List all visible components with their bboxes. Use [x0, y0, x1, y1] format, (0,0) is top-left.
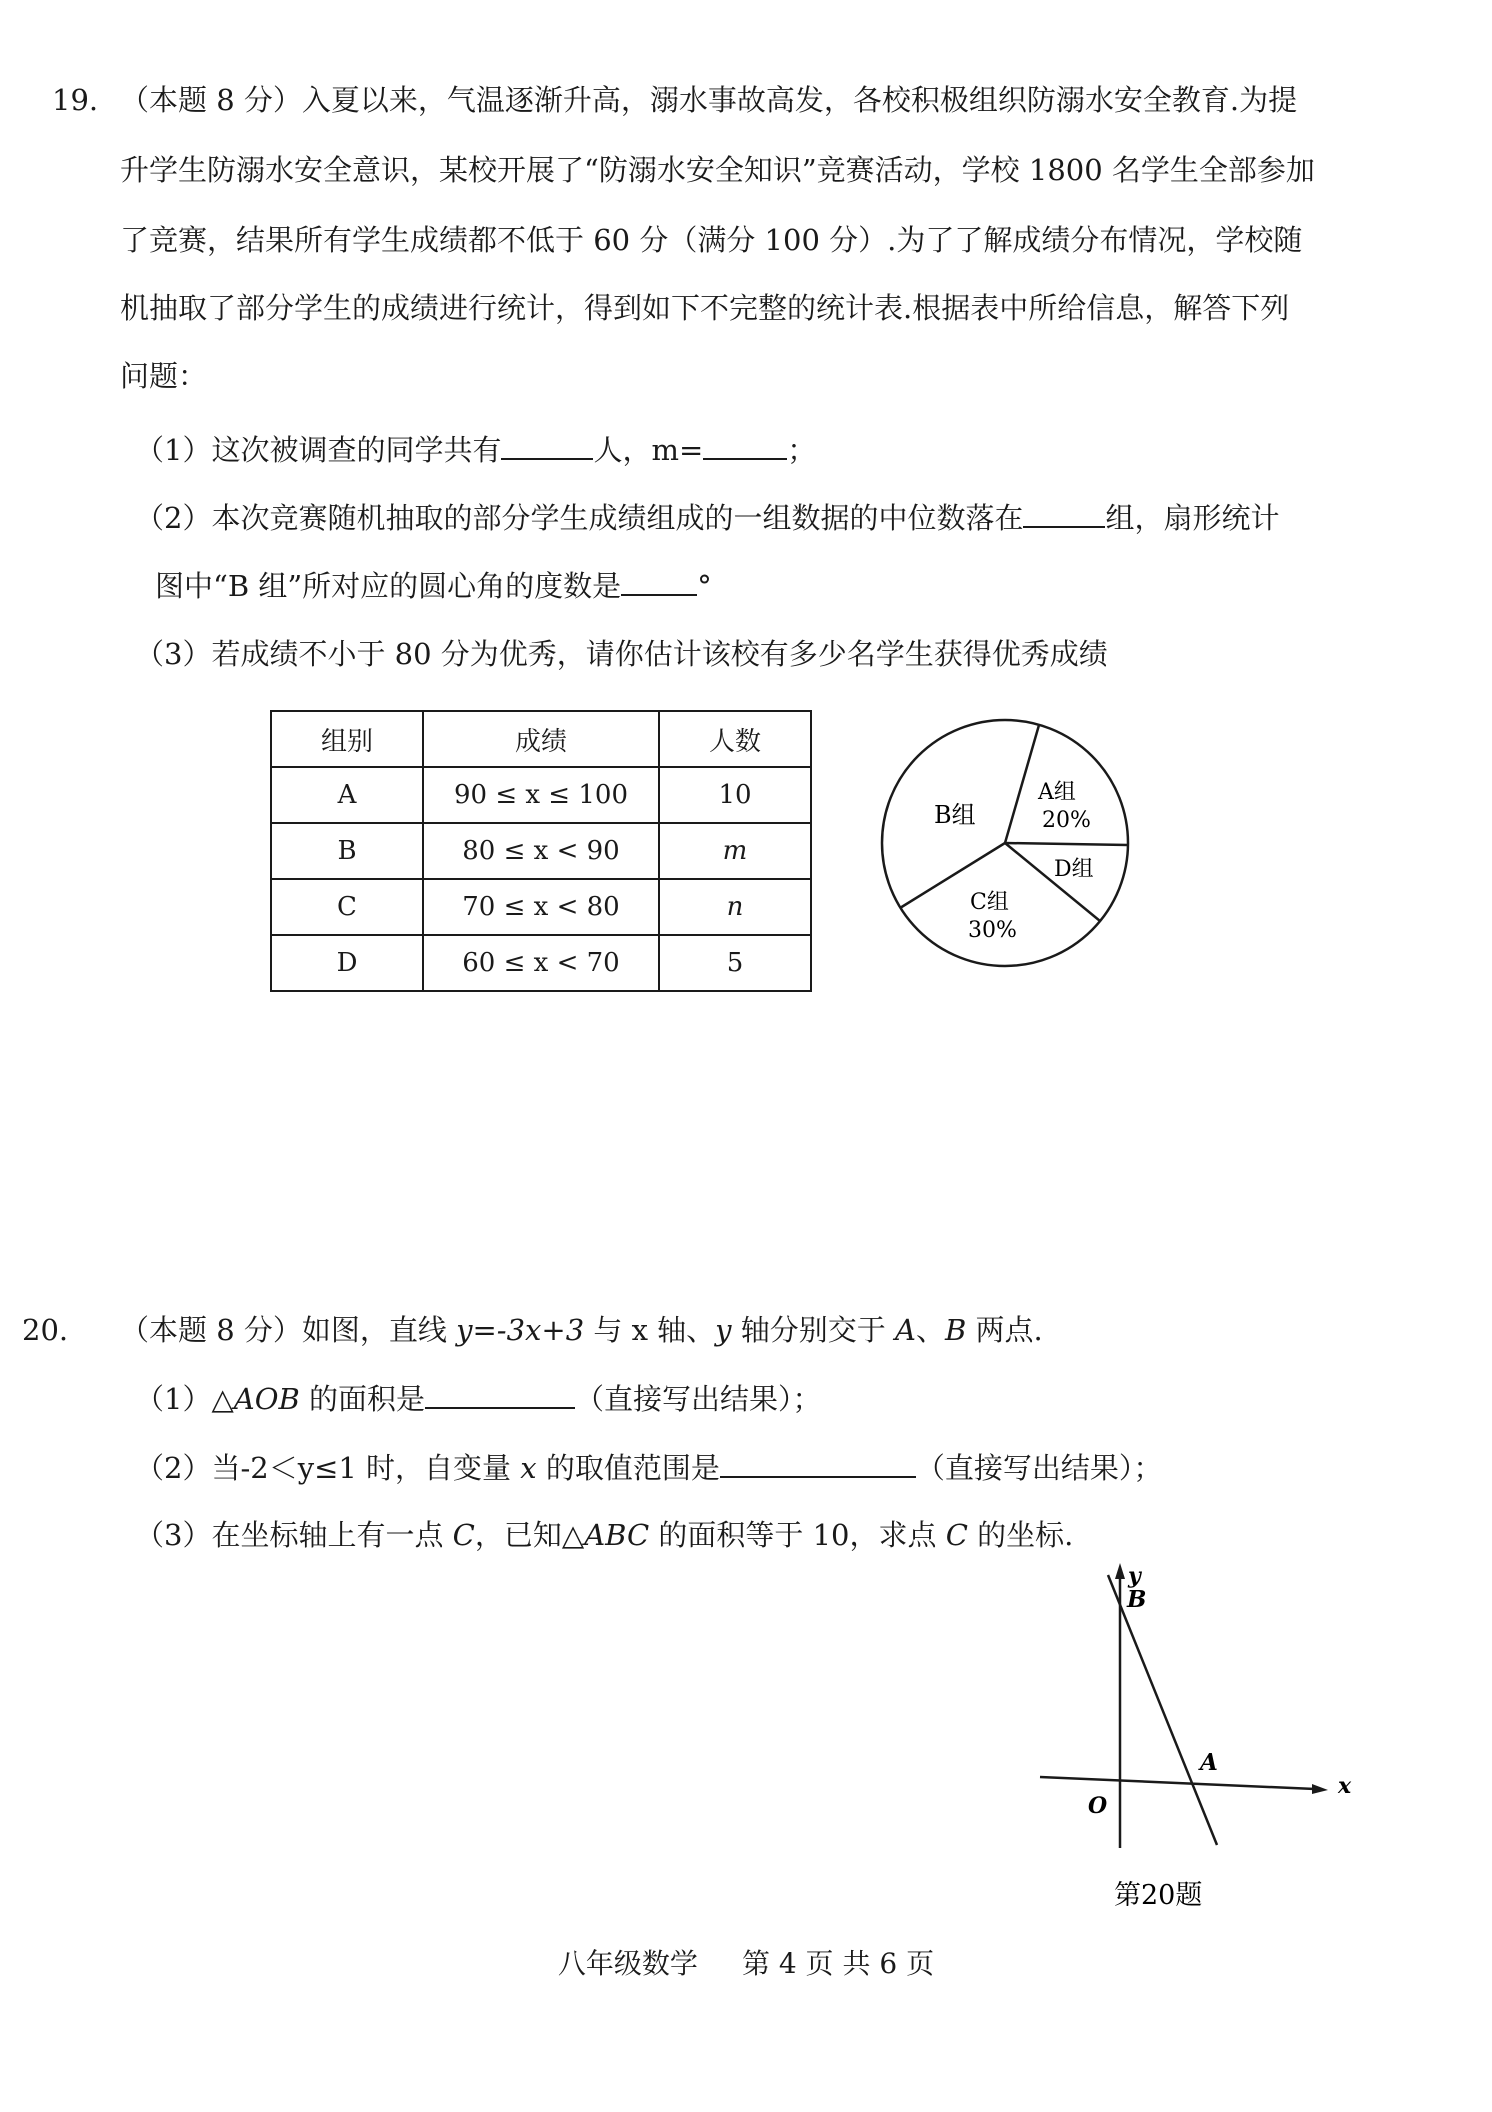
q20-part1-b: 的面积是 — [299, 1382, 426, 1416]
table-row — [271, 823, 811, 879]
pie-label-d: D组 — [1054, 857, 1094, 882]
answer-blank-angle — [621, 564, 697, 596]
table-cell-count: 10 — [659, 767, 811, 823]
q20-figure — [1020, 1555, 1370, 1925]
point-b-label: B — [1127, 1586, 1147, 1613]
table-cell-group: B — [271, 823, 423, 879]
q19-part3: （3）若成绩不小于 80 分为优秀，请你估计该校有多少名学生获得优秀成绩 — [135, 637, 1108, 671]
q19-line-5: 问题： — [120, 359, 208, 393]
q20-part2-b: 的取值范围是 — [536, 1451, 720, 1485]
q20-number: 20. — [22, 1313, 69, 1347]
table-header-group: 组别 — [271, 711, 423, 767]
q20-part3-a: （3）在坐标轴上有一点 — [135, 1518, 453, 1552]
q20-part2 — [135, 1446, 1162, 1488]
answer-blank-range — [720, 1446, 916, 1478]
q20-intro — [120, 1310, 1043, 1350]
q20-intro-point-a: A — [895, 1313, 916, 1347]
q19-line-4: 机抽取了部分学生的成绩进行统计，得到如下不完整的统计表.根据表中所给信息，解答下列 — [120, 291, 1290, 325]
q20-part2-a: （2）当-2＜y≤1 时，自变量 — [135, 1451, 521, 1485]
q19-line-2: 升学生防溺水安全意识，某校开展了“防溺水安全知识”竞赛活动，学校 1800 名学生全部参加 — [120, 153, 1315, 187]
answer-blank-area — [425, 1377, 575, 1409]
q20-part1-a: （1）△ — [135, 1382, 234, 1416]
q20-intro-a: （本题 8 分）如图，直线 — [120, 1313, 457, 1347]
q20-part3-c: C — [452, 1518, 475, 1552]
figure-caption: 第20题 — [1114, 1880, 1203, 1911]
pie-label-c: C组 — [970, 890, 1009, 915]
q19-line-1: （本题 8 分）入夏以来，气温逐渐升高，溺水事故高发，各校积极组织防溺水安全教育.为提 — [120, 83, 1298, 117]
pie-label-c-percent: 30% — [968, 918, 1017, 943]
x-axis-arrow — [1312, 1784, 1328, 1794]
q19-part2-text-b: 组，扇形统计 — [1105, 501, 1280, 535]
q19-part1-text-a: （1）这次被调查的同学共有 — [135, 433, 502, 467]
pie-divider-ab — [1005, 725, 1039, 843]
table-header-row — [271, 711, 811, 767]
table-cell-range: 70 ≤ x < 80 — [423, 879, 659, 935]
q19-part2-text-d: ° — [697, 569, 712, 603]
x-axis — [1040, 1777, 1315, 1789]
q20-part1 — [135, 1377, 822, 1419]
score-table — [270, 710, 812, 992]
q20-intro-e: 两点. — [966, 1313, 1043, 1347]
line-y-eq-neg3x-plus3 — [1108, 1575, 1217, 1845]
pie-label-b: B组 — [934, 801, 976, 829]
q19-part2-text-c: 图中“B 组”所对应的圆心角的度数是 — [155, 569, 622, 603]
table-cell-count: m — [659, 823, 811, 879]
q20-part3 — [135, 1515, 1073, 1555]
footer-page-number: 第 4 页 共 6 页 — [741, 1947, 935, 1980]
q20-part1-c: （直接写出结果）； — [575, 1382, 822, 1416]
x-axis-label: x — [1338, 1773, 1352, 1799]
point-a-label: A — [1200, 1749, 1218, 1776]
answer-blank-total — [501, 428, 593, 460]
q20-part3-text-c: 的面积等于 10，求点 — [649, 1518, 946, 1552]
y-axis-arrow — [1115, 1563, 1125, 1579]
table-row — [271, 879, 811, 935]
q20-part3-abc: ABC — [584, 1518, 650, 1552]
table-header-score: 成绩 — [423, 711, 659, 767]
footer-subject: 八年级数学 — [557, 1947, 698, 1980]
q19-part2-line1 — [135, 496, 1279, 538]
q20-intro-c: 轴分别交于 — [731, 1313, 895, 1347]
q20-part2-x: x — [520, 1451, 537, 1485]
pie-chart — [870, 708, 1140, 978]
q20-equation: y=-3x+3 — [456, 1313, 585, 1347]
page-footer — [0, 1942, 1492, 1982]
q20-intro-y: y — [715, 1313, 732, 1347]
table-cell-range: 90 ≤ x ≤ 100 — [423, 767, 659, 823]
q19-part2-text-a: （2）本次竞赛随机抽取的部分学生成绩组成的一组数据的中位数落在 — [135, 501, 1024, 535]
q20-intro-d: 、 — [915, 1313, 945, 1347]
pie-label-a-percent: 20% — [1042, 808, 1091, 833]
table-cell-group: D — [271, 935, 423, 991]
table-cell-count: 5 — [659, 935, 811, 991]
q20-part1-aob: AOB — [233, 1382, 300, 1416]
q20-part3-d: 的坐标. — [967, 1518, 1074, 1552]
table-cell-group: C — [271, 879, 423, 935]
origin-label: O — [1088, 1793, 1108, 1819]
pie-divider-ad — [1005, 843, 1128, 845]
pie-divider-dc — [1005, 843, 1100, 921]
table-cell-range: 80 ≤ x < 90 — [423, 823, 659, 879]
pie-label-a: A组 — [1038, 780, 1076, 805]
table-row — [271, 935, 811, 991]
q20-part3-b: ，已知△ — [474, 1518, 585, 1552]
q19-line-3: 了竞赛，结果所有学生成绩都不低于 60 分（满分 100 分）.为了了解成绩分布情况，学校随 — [120, 223, 1303, 257]
answer-blank-median-group — [1023, 496, 1105, 528]
table-cell-count: n — [659, 879, 811, 935]
q20-intro-b: 与 x 轴、 — [584, 1313, 716, 1347]
q20-part3-c2: C — [945, 1518, 968, 1552]
table-row — [271, 767, 811, 823]
q19-part2-line2 — [155, 564, 712, 606]
table-cell-range: 60 ≤ x < 70 — [423, 935, 659, 991]
table-header-count: 人数 — [659, 711, 811, 767]
q20-intro-point-b: B — [944, 1313, 967, 1347]
q19-part1-text-c: ； — [787, 433, 817, 467]
q19-number: 19. — [52, 83, 99, 117]
y-axis-label: y — [1128, 1563, 1141, 1589]
answer-blank-m — [703, 428, 787, 460]
table-cell-group: A — [271, 767, 423, 823]
q20-part2-c: （直接写出结果）； — [915, 1451, 1163, 1485]
q19-part1-text-b: 人，m= — [593, 433, 704, 467]
q19-part1 — [135, 428, 816, 470]
